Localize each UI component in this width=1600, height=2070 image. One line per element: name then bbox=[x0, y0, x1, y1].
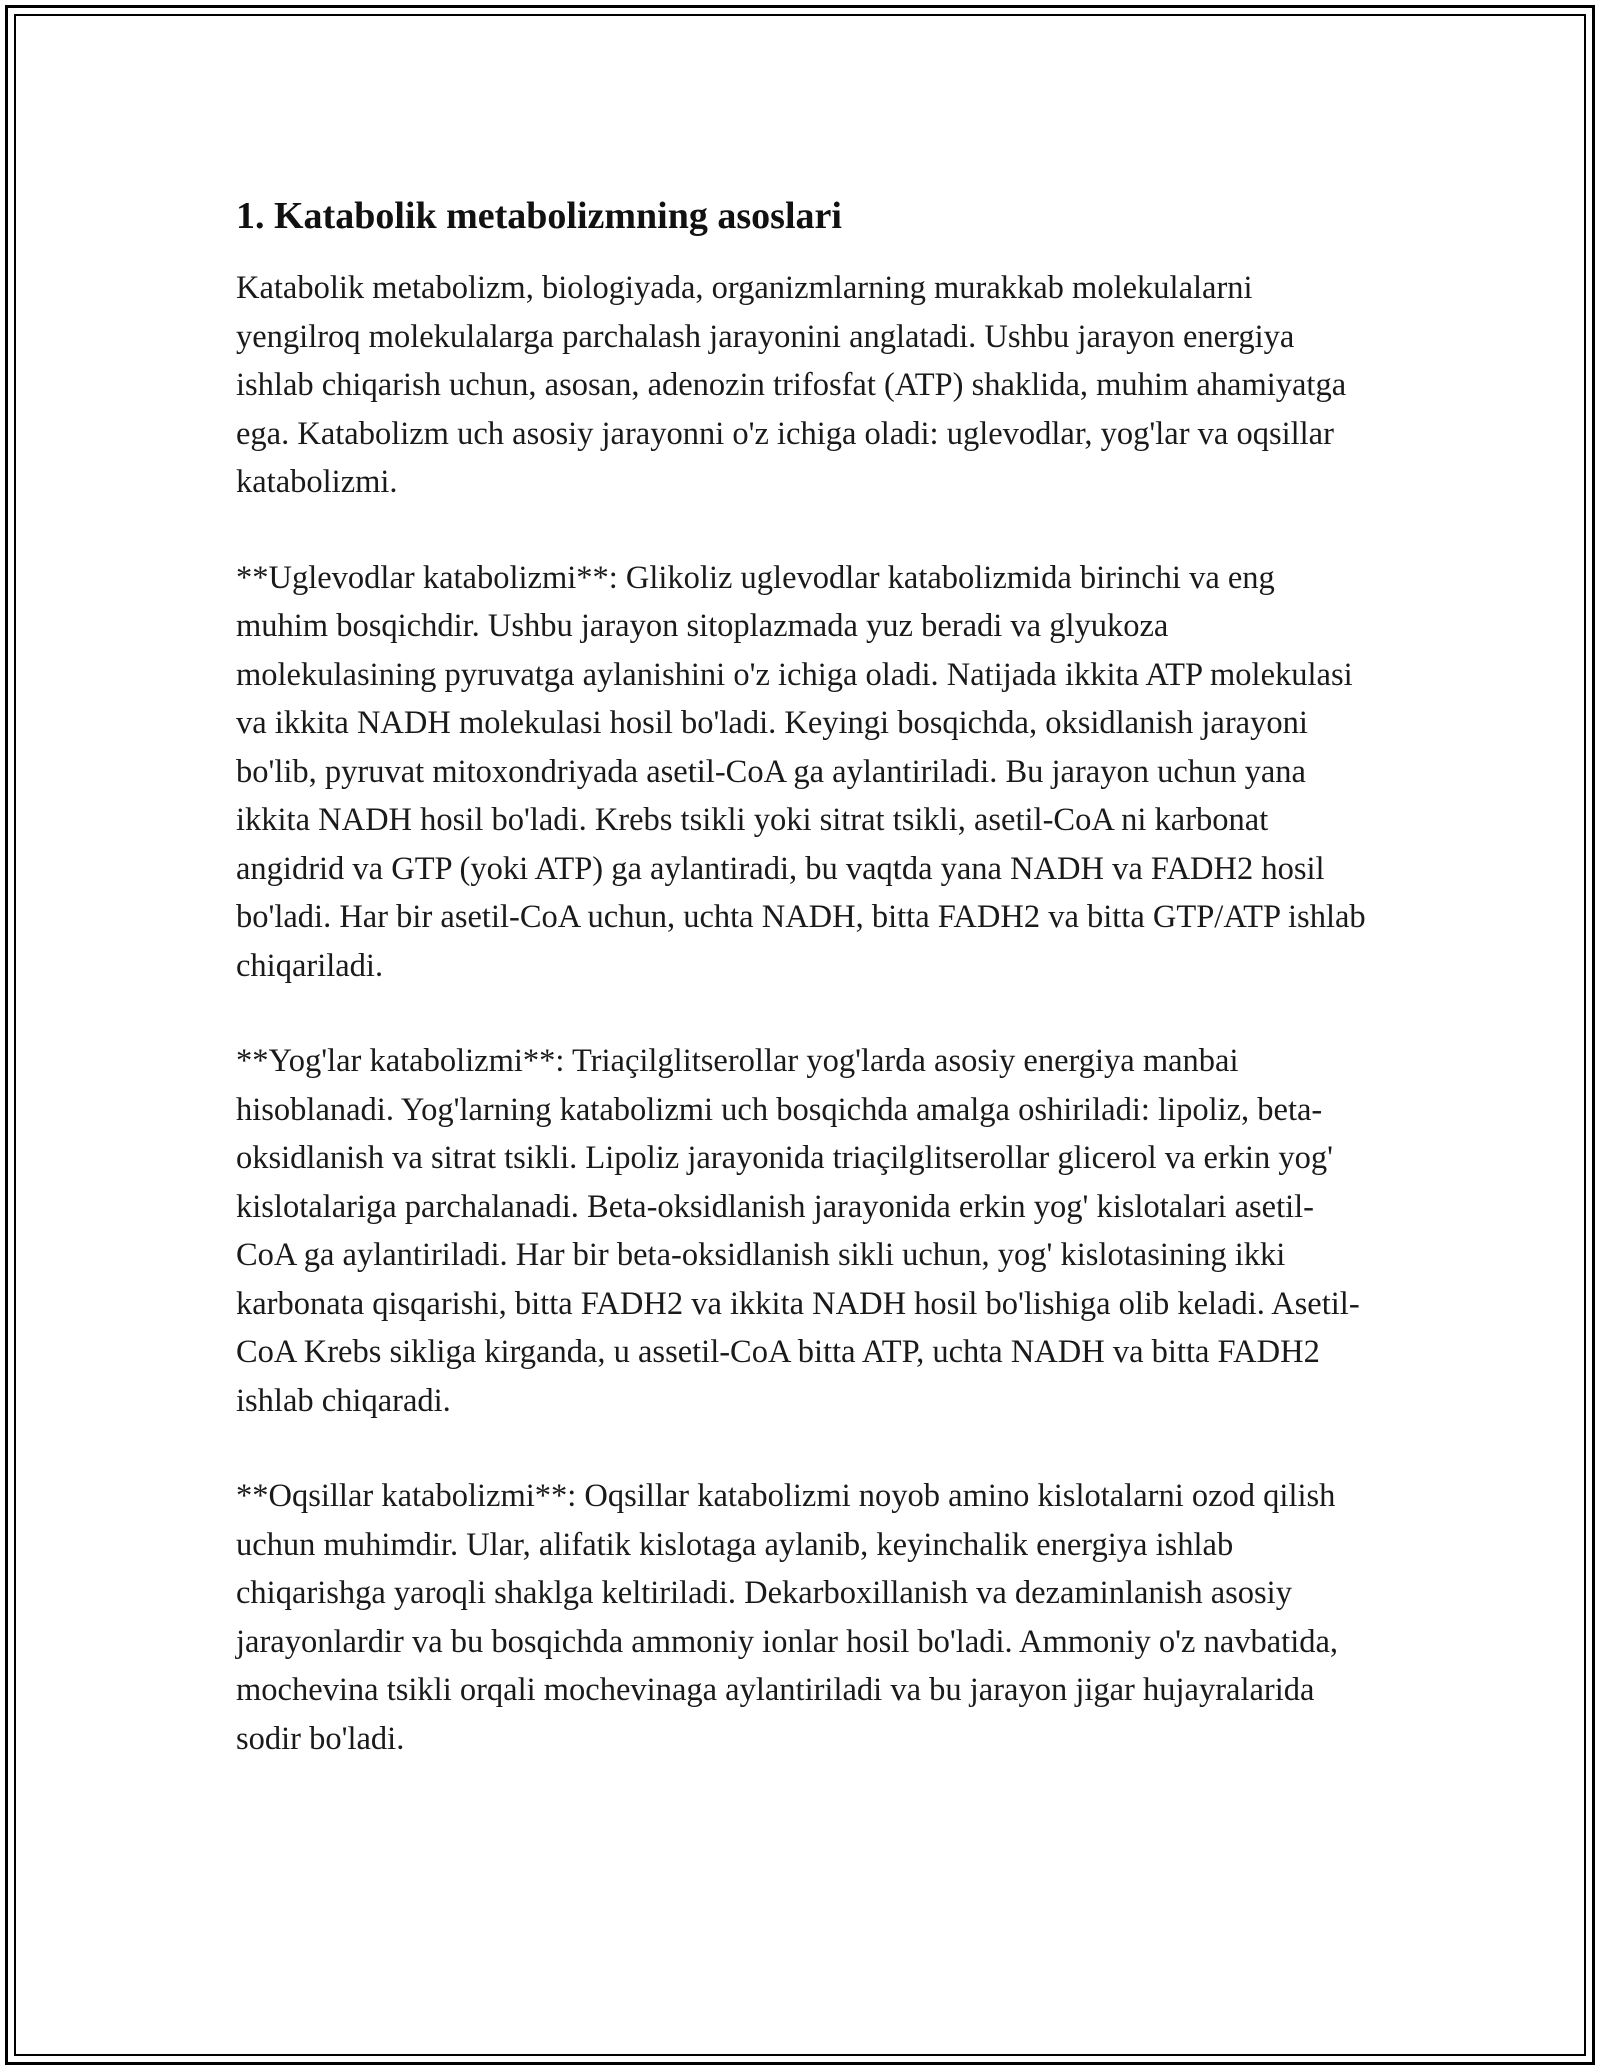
paragraph-intro: Katabolik metabolizm, biologiyada, organizmlarning murakkab molekulalarni yengilroq molekulalarga parchalash jarayonini anglatadi. Ushbu jarayon energiya ishlab chiqarish uchun, asosan, adenozin trifosfat (ATP) shaklida, muhim ahamiyatga ega. Katabolizm uch asosiy jarayonni o'z ichiga oladi: uglevodlar, yog'lar va oqsillar katabolizmi. bbox=[236, 270, 1347, 500]
page-title: 1. Katabolik metabolizmning asoslari bbox=[236, 195, 842, 237]
paragraph-protein-catabolism: **Oqsillar katabolizmi**: Oqsillar katabolizmi noyob amino kislotalarni ozod qilish uchun muhimdir. Ular, alifatik kislotaga aylanib, keyinchalik energiya ishlab chiqarishga yaroqli shaklga keltiriladi. Dekarboxillanish va dezaminlanish asosiy jarayonlardir va bu bosqichda ammoniy ionlar hosil bo'ladi. Ammoniy o'z navbatida, mochevina tsikli orqali mochevinaga aylantiriladi va bu jarayon jigar hujayralarida sodir bo'ladi. bbox=[236, 1478, 1339, 1757]
paragraph-fat-catabolism: **Yog'lar katabolizmi**: Triaçilglitserollar yog'larda asosiy energiya manbai hisoblanadi. Yog'larning katabolizmi uch bosqichda amalga oshiriladi: lipoliz, beta-oksidlanish va sitrat tsikli. Lipoliz jarayonida triaçilglitserollar glicerol va erkin yog' kislotalariga parchalanadi. Beta-oksidlanish jarayonida erkin yog' kislotalari asetil-CoA ga aylantiriladi. Har bir beta-oksidlanish sikli uchun, yog' kislotasining ikki karbonata qisqarishi, bitta FADH2 va ikkita NADH hosil bo'lishiga olib keladi. Asetil-CoA Krebs sikliga kirganda, u assetil-CoA bitta ATP, uchta NADH va bitta FADH2 ishlab chiqaradi. bbox=[236, 1043, 1360, 1419]
paragraph-carbohydrate-catabolism: **Uglevodlar katabolizmi**: Glikoliz uglevodlar katabolizmida birinchi va eng muhim bosqichdir. Ushbu jarayon sitoplazmada yuz beradi va glyukoza molekulasining pyruvatga aylanishini o'z ichiga oladi. Natijada ikkita ATP molekulasi va ikkita NADH molekulasi hosil bo'ladi. Keyingi bosqichda, oksidlanish jarayoni bo'lib, pyruvat mitoxondriyada asetil-CoA ga aylantiriladi. Bu jarayon uchun yana ikkita NADH hosil bo'ladi. Krebs tsikli yoki sitrat tsikli, asetil-CoA ni karbonat angidrid va GTP (yoki ATP) ga aylantiradi, bu vaqtda yana NADH va FADH2 hosil bo'ladi. Har bir asetil-CoA uchun, uchta NADH, bitta FADH2 va bitta GTP/ATP ishlab chiqariladi. bbox=[236, 559, 1366, 984]
document-body bbox=[236, 186, 1366, 1810]
